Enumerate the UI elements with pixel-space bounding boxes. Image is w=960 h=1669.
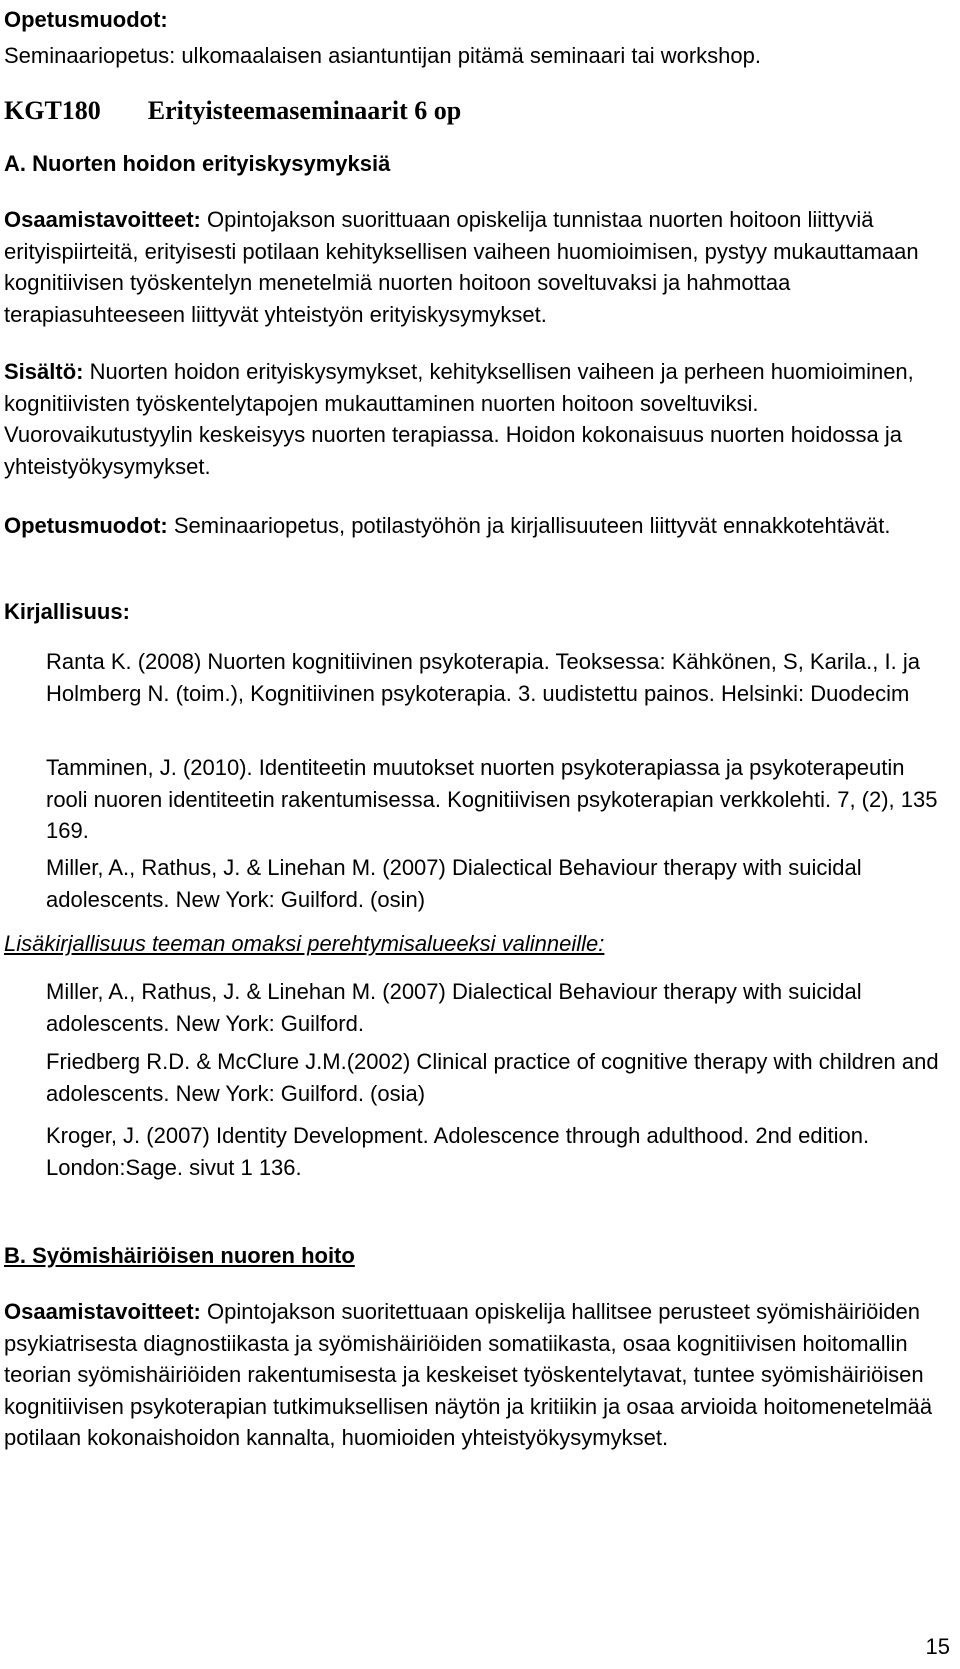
- section-a-goals: [4, 204, 950, 330]
- section-b-goals-label: Osaamistavoitteet:: [4, 1299, 201, 1324]
- additional-reference-item: Kroger, J. (2007) Identity Development. Adolescence through adulthood. 2nd edition. London:Sage. sivut 1 136.: [46, 1123, 870, 1180]
- page-number: 15: [925, 1634, 950, 1659]
- section-a-methods-label: Opetusmuodot:: [4, 513, 168, 538]
- reference-item: Miller, A., Rathus, J. & Linehan M. (2007) Dialectical Behaviour therapy with suicidal adolescents. New York: Guilford. (osin): [46, 855, 862, 912]
- course-title: Erityisteemaseminaarit 6 op: [147, 96, 462, 125]
- additional-reference-item: Friedberg R.D. & McClure J.M.(2002) Clinical practice of cognitive therapy with children and adolescents. New York: Guilford. (osia): [46, 1049, 939, 1106]
- section-a-literature-label: Kirjallisuus:: [4, 599, 130, 624]
- course-heading: [4, 94, 950, 128]
- section-a-methods: [4, 510, 950, 542]
- section-a-methods-text: Seminaariopetus, potilastyöhön ja kirjallisuuteen liittyvät ennakkotehtävät.: [167, 513, 891, 538]
- section-a-content-label: Sisältö:: [4, 359, 84, 384]
- section-b-goals-text: Opintojakson suoritettuaan opiskelija hallitsee perusteet syömishäiriöiden psykiatrisesta diagnostiikasta ja syömishäiriöiden somatiikasta, osaa kognitiivisen hoitomallin teorian syömishäiriöiden rakentumisesta ja keskeiset työskentelytavat, tuntee syömishäiriöisen kognitiivisen psykoterapian tutkimuksellisen näytön ja kritiikin ja osaa arvioida hoitomenetelmää potilaan kokonaishoidon kannalta, huomioiden yhteistyökysymykset.: [4, 1299, 933, 1450]
- reference-item: Ranta K. (2008) Nuorten kognitiivinen psykoterapia. Teoksessa: Kähkönen, S, Karila., I. ja Holmberg N. (toim.), Kognitiivinen psykoterapia. 3. uudistettu painos. Helsinki: Duodecim: [46, 649, 920, 706]
- section-a-title: A. Nuorten hoidon erityiskysymyksiä: [4, 151, 391, 176]
- course-code: KGT180: [4, 96, 101, 125]
- section-a-goals-text: Opintojakson suorittuaan opiskelija tunnistaa nuorten hoitoon liittyviä erityispiirteitä, erityisesti potilaan kehityksellisen vaiheen huomioimisen, pystyy mukauttamaan kognitiivisen työskentelyn menetelmiä nuorten hoitoon soveltuvaksi ja hahmottaa terapiasuhteeseen liittyvät yhteistyön erityiskysymykset.: [4, 207, 919, 327]
- section-b-title: B. Syömishäiriöisen nuoren hoito: [4, 1243, 355, 1268]
- section-a-goals-label: Osaamistavoitteet:: [4, 207, 201, 232]
- section-a-content: [4, 356, 950, 482]
- reference-item: Tamminen, J. (2010). Identiteetin muutokset nuorten psykoterapiassa ja psykoterapeutin rooli nuoren identiteetin rakentumisessa. Kognitiivisen psykoterapian verkkolehti. 7, (2), 135 169.: [46, 755, 938, 843]
- additional-literature-label: Lisäkirjallisuus teeman omaksi perehtymisalueeksi valinneille:: [4, 931, 605, 956]
- additional-reference-item: Miller, A., Rathus, J. & Linehan M. (2007) Dialectical Behaviour therapy with suicidal adolescents. New York: Guilford.: [46, 979, 862, 1036]
- section-b-goals: [4, 1296, 950, 1454]
- section-a-content-text: Nuorten hoidon erityiskysymykset, kehityksellisen vaiheen ja perheen huomioiminen, kognitiivisten työskentelytapojen mukauttaminen nuorten hoitoon soveltuviksi. Vuorovaikutustyylin keskeisyys nuorten terapiassa. Hoidon kokonaisuus nuorten hoidossa ja yhteistyökysymykset.: [4, 359, 914, 479]
- top-methods-label: Opetusmuodot:: [4, 7, 168, 32]
- top-methods-text: Seminaariopetus: ulkomaalaisen asiantuntijan pitämä seminaari tai workshop.: [4, 43, 761, 68]
